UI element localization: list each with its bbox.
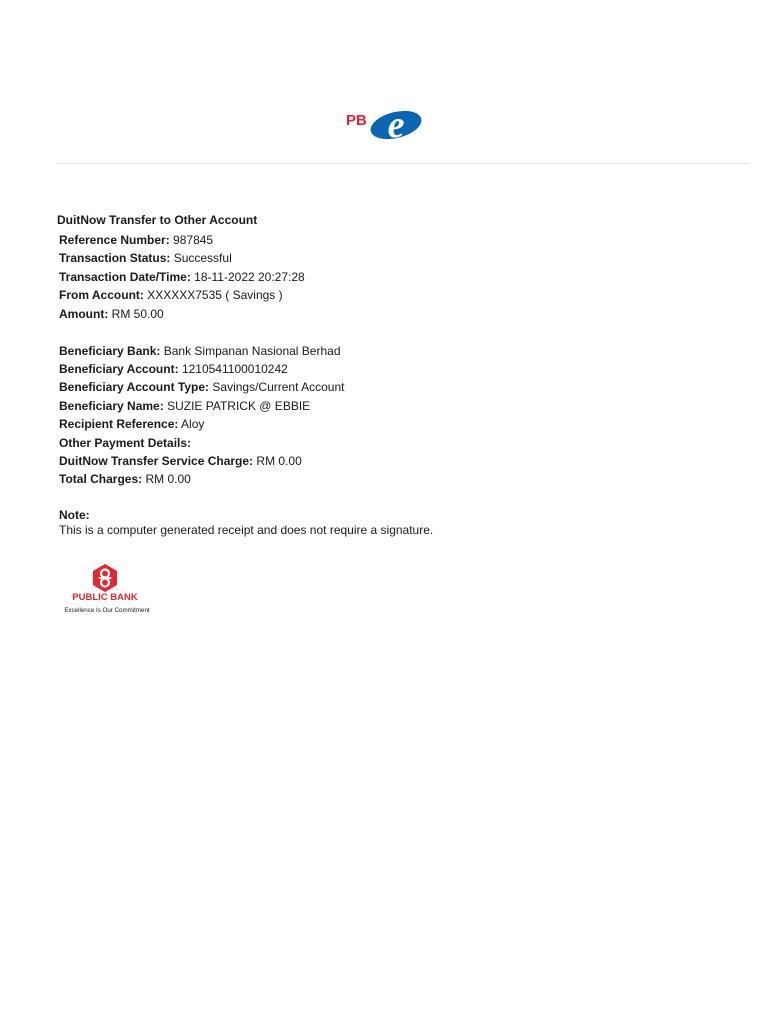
header-divider	[57, 163, 750, 164]
detail-label: Beneficiary Name:	[59, 398, 164, 413]
public-bank-brand-name: PUBLIC BANK	[72, 592, 138, 603]
note-section	[57, 507, 747, 538]
detail-value: 987845	[173, 233, 214, 247]
detail-row-other-payment-details	[59, 434, 747, 452]
detail-label: Amount:	[59, 306, 109, 321]
receipt-title: DuitNow Transfer to Other Account	[57, 213, 258, 227]
beneficiary-details	[57, 342, 747, 489]
detail-row-transaction-status	[59, 249, 747, 267]
receipt-body	[57, 211, 747, 538]
detail-label: Transaction Date/Time:	[59, 269, 191, 284]
detail-label: Beneficiary Account Type:	[59, 380, 210, 395]
detail-value: Bank Simpanan Nasional Berhad	[163, 343, 341, 358]
detail-label: From Account:	[59, 288, 144, 303]
detail-value: 1210541100010242	[181, 361, 288, 376]
detail-row-beneficiary-name	[59, 397, 747, 415]
detail-row-beneficiary-account	[59, 360, 747, 378]
detail-row-reference-number	[59, 231, 747, 249]
detail-label: Other Payment Details:	[59, 435, 192, 450]
detail-value: Savings/Current Account	[212, 380, 345, 395]
detail-row-total-charges	[59, 470, 747, 488]
detail-value: Successful	[173, 251, 232, 266]
detail-value: Aloy	[181, 417, 205, 432]
public-bank-tagline: Excellence Is Our Commitment	[64, 607, 150, 614]
pbe-logo	[344, 104, 426, 146]
detail-value: SUZIE PATRICK @ EBBIE	[167, 398, 311, 413]
detail-value: 18-11-2022 20:27:28	[194, 269, 305, 284]
detail-row-recipient-reference	[59, 415, 747, 433]
detail-value: RM 0.00	[145, 472, 191, 487]
detail-value: XXXXXX7535 ( Savings )	[147, 288, 283, 303]
detail-label: Reference Number:	[59, 233, 170, 247]
detail-label: Beneficiary Bank:	[59, 343, 161, 358]
detail-value: RM 50.00	[111, 306, 164, 321]
svg-text:e: e	[387, 104, 405, 146]
section-gap	[57, 323, 747, 342]
detail-label: Total Charges:	[59, 472, 143, 487]
section-gap	[57, 489, 747, 508]
transaction-details	[57, 231, 747, 323]
public-bank-logo-icon	[60, 562, 156, 616]
detail-row-beneficiary-account-type	[59, 378, 747, 396]
detail-row-transaction-datetime	[59, 268, 747, 286]
public-bank-logo	[60, 562, 156, 616]
pbe-logo-text: PB	[346, 112, 367, 129]
detail-label: Beneficiary Account:	[59, 361, 179, 376]
detail-row-beneficiary-bank	[59, 342, 747, 360]
note-text: This is a computer generated receipt and does not require a signature.	[59, 523, 434, 538]
note-title: Note:	[59, 508, 90, 523]
detail-row-service-charge	[59, 452, 747, 470]
detail-label: Recipient Reference:	[59, 417, 179, 432]
detail-value: RM 0.00	[256, 453, 302, 468]
detail-label: Transaction Status:	[59, 251, 171, 266]
detail-label: DuitNow Transfer Service Charge:	[59, 453, 254, 468]
detail-row-from-account	[59, 286, 747, 304]
pbe-logo-icon	[344, 104, 426, 146]
detail-row-amount	[59, 305, 747, 323]
